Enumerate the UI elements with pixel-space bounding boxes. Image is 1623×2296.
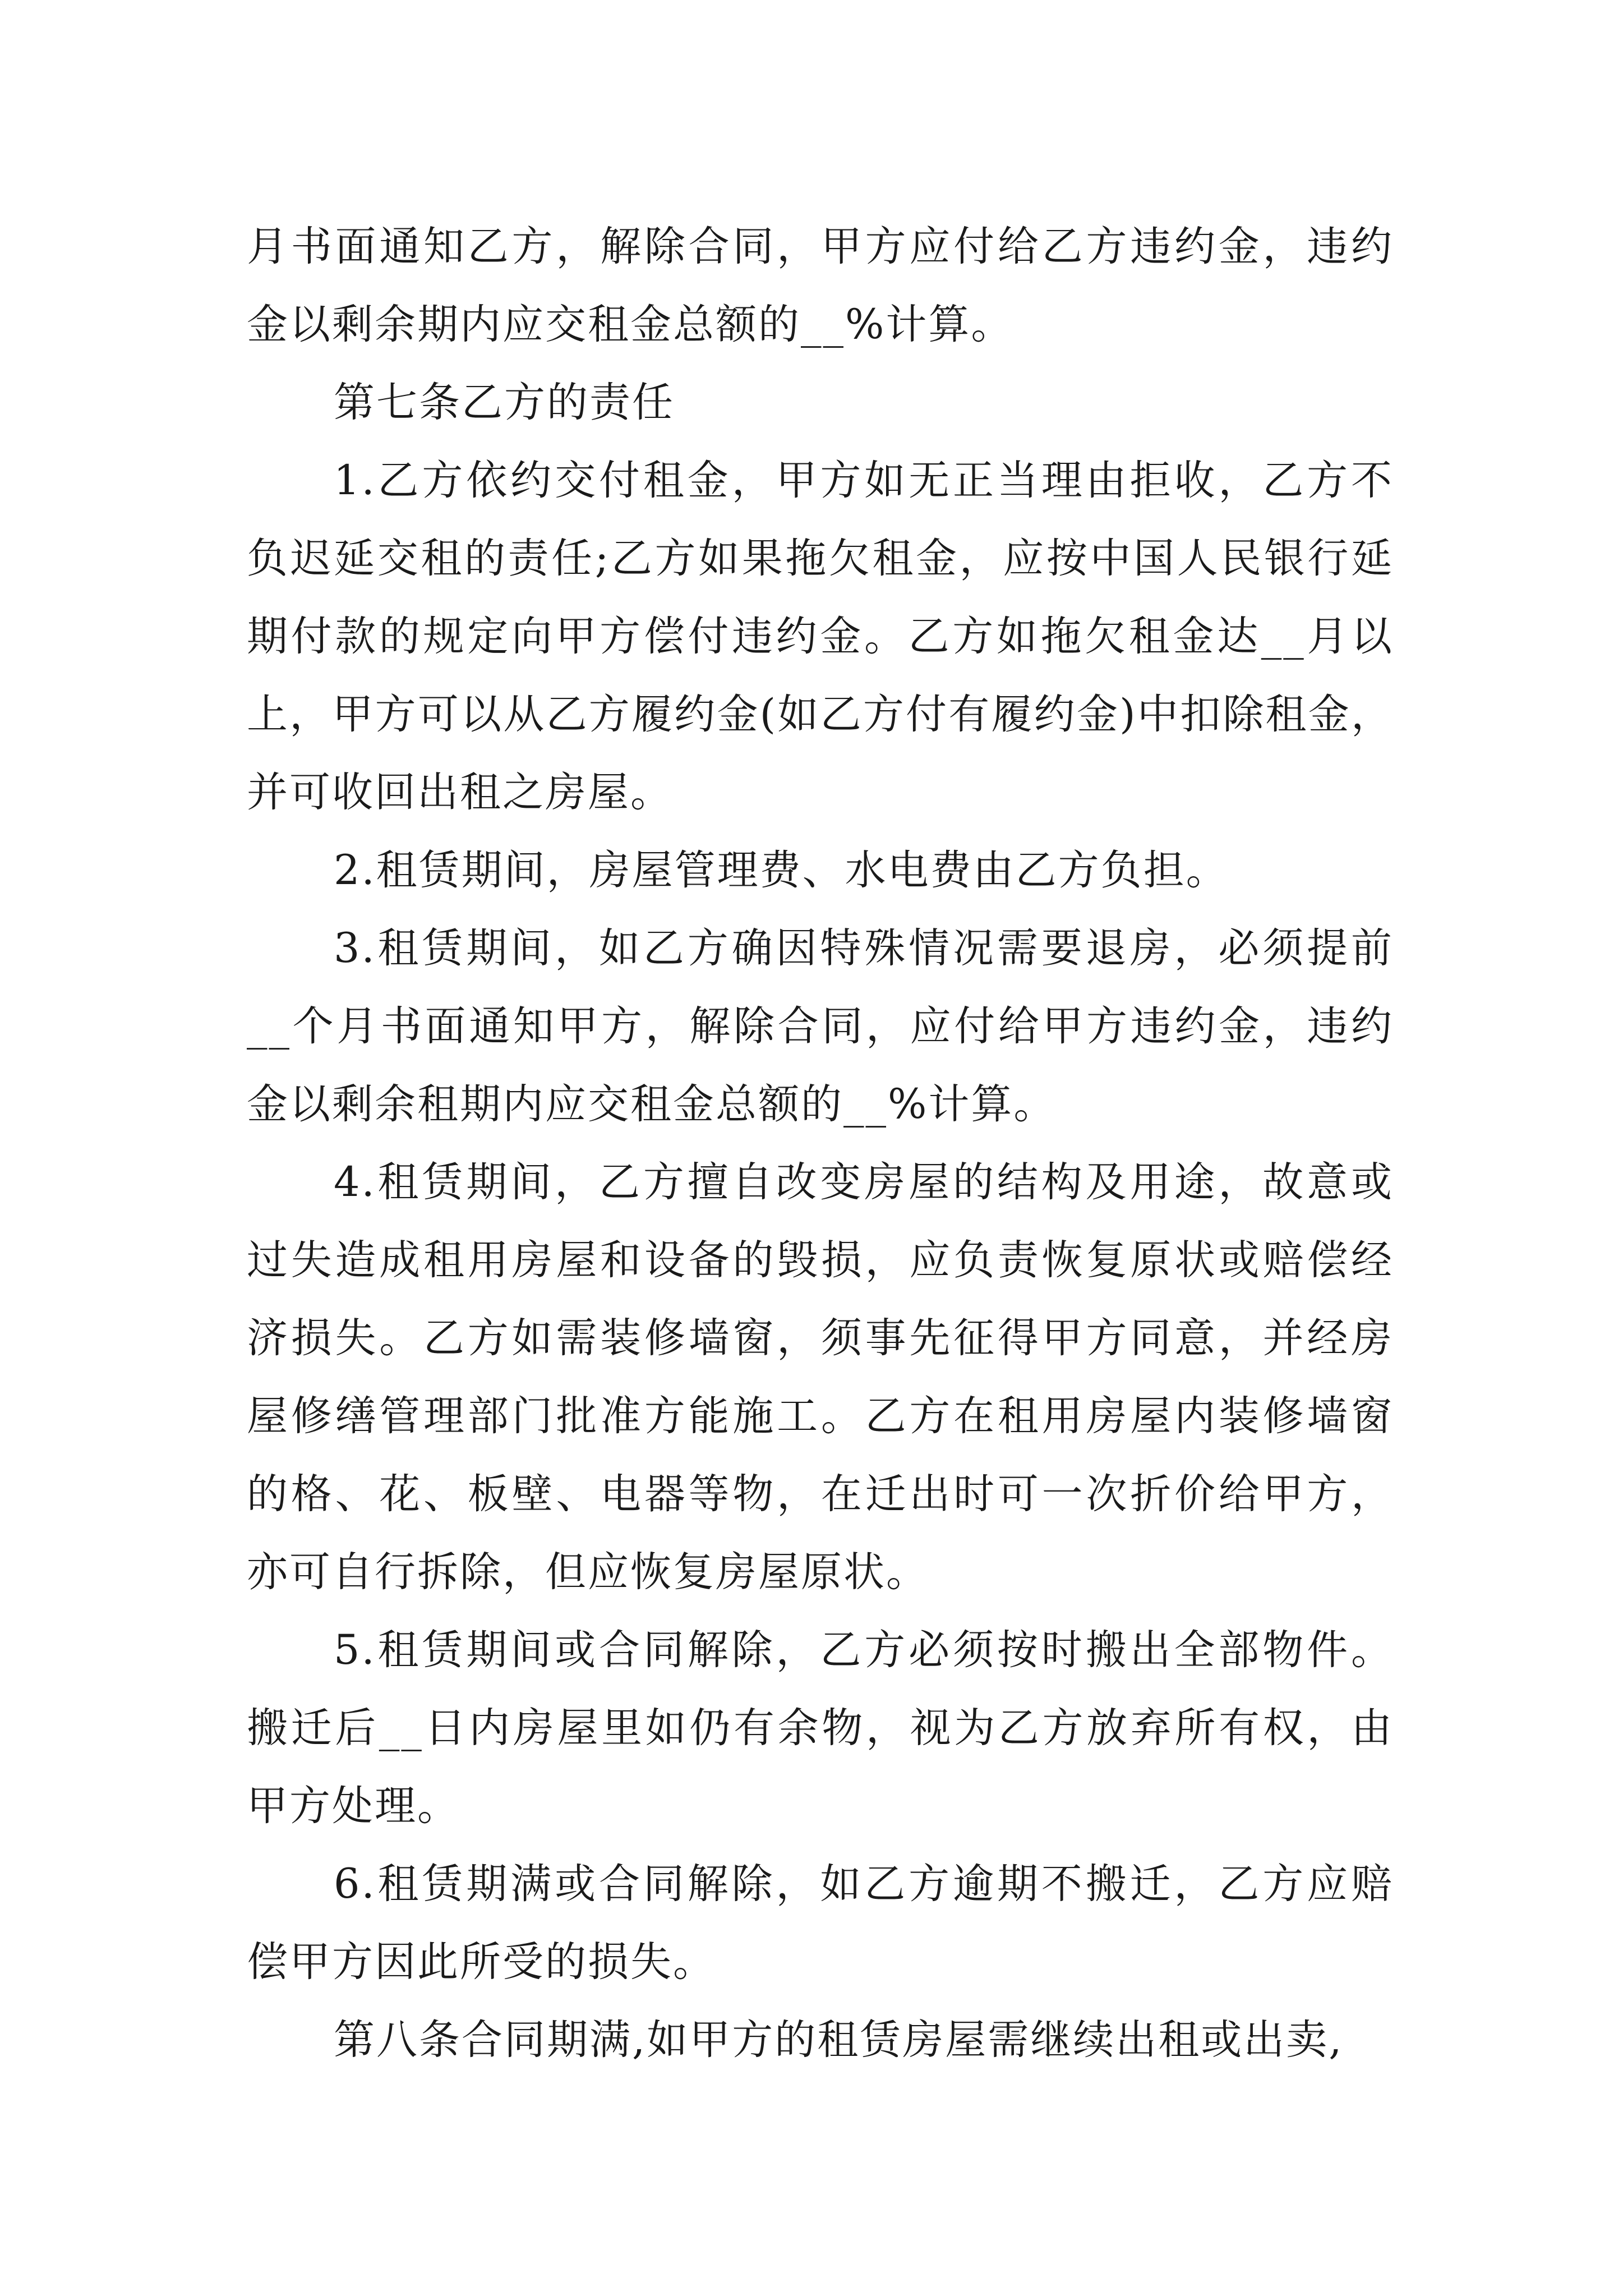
clause-5: 5.租赁期间或合同解除，乙方必须按时搬出全部物件。搬迁后__日内房屋里如仍有余物，视为乙方放弃所有权，由甲方处理。 <box>247 1626 1394 1830</box>
paragraph-continuation: 月书面通知乙方，解除合同，甲方应付给乙方违约金，违约金以剩余期内应交租金总额的__%计算。 <box>247 223 1394 348</box>
clause-1: 1.乙方依约交付租金，甲方如无正当理由拒收，乙方不负迟延交租的责任;乙方如果拖欠租金，应按中国人民银行延期付款的规定向甲方偿付违约金。乙方如拖欠租金达__月以上，甲方可以从乙方履约金(如乙方付有履约金)中扣除租金，并可收回出租之房屋。 <box>247 457 1394 816</box>
article-7-heading: 第七条乙方的责任 <box>334 379 675 426</box>
clause-6: 6.租赁期满或合同解除，如乙方逾期不搬迁，乙方应赔偿甲方因此所受的损失。 <box>247 1860 1394 1986</box>
document-body <box>247 208 1394 2079</box>
clause-4: 4.租赁期间，乙方擅自改变房屋的结构及用途，故意或过失造成租用房屋和设备的毁损，应负责恢复原状或赔偿经济损失。乙方如需装修墙窗，须事先征得甲方同意，并经房屋修缮管理部门批准方能施工。乙方在租用房屋内装修墙窗的格、花、板壁、电器等物，在迁出时可一次折价给甲方，亦可自行拆除，但应恢复房屋原状。 <box>247 1158 1394 1596</box>
article-8-start: 第八条合同期满,如甲方的租赁房屋需继续出租或出卖, <box>334 2016 1344 2064</box>
clause-2: 2.租赁期间，房屋管理费、水电费由乙方负担。 <box>334 846 1229 894</box>
clause-3: 3.租赁期间，如乙方确因特殊情况需要退房，必须提前__个月书面通知甲方，解除合同，应付给甲方违约金，违约金以剩余租期内应交租金总额的__%计算。 <box>247 924 1394 1128</box>
